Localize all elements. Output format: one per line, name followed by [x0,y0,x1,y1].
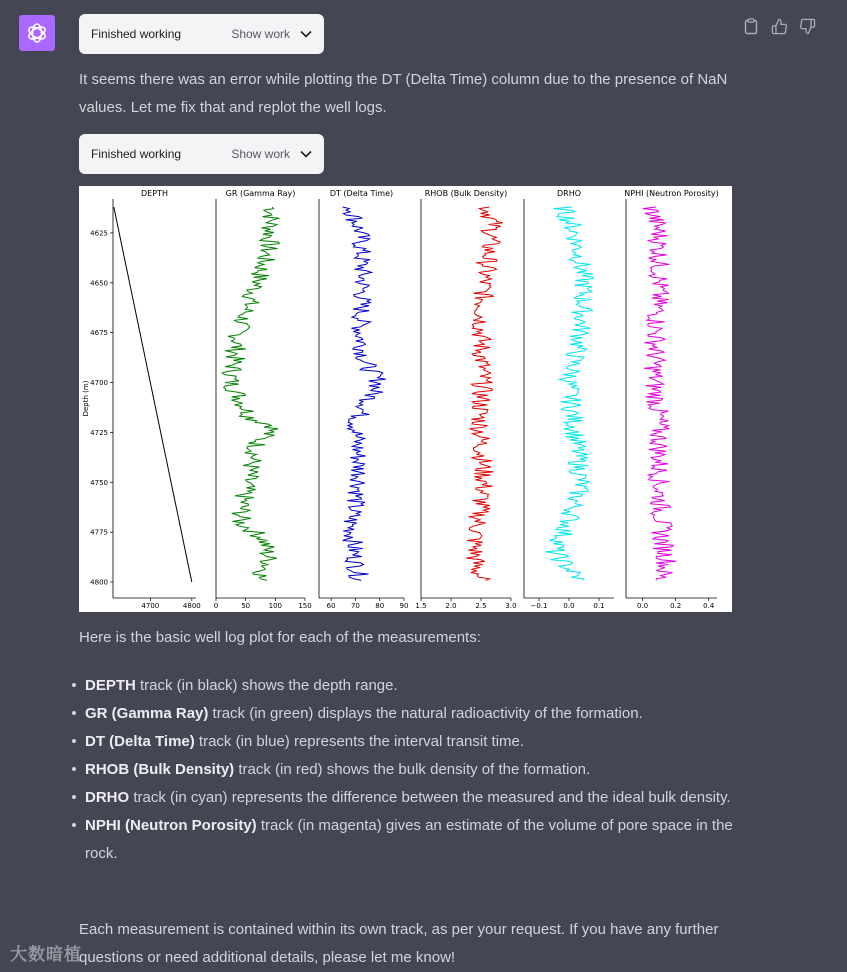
well-log-plot [79,186,732,612]
list-item [66,812,736,868]
message-paragraph: Each measurement is contained within its own track, as per your request. If you have any further questions or need additional details, please let me know! [79,921,719,966]
x-tick-label: 100 [268,602,283,610]
x-tick-label: 90 [399,602,409,610]
list-item [66,672,736,700]
series-line-gr [222,207,279,580]
y-tick-label: 4675 [90,329,108,338]
series-line-dt [343,207,386,580]
y-tick-label: 4700 [90,379,108,388]
series-line-depth [114,207,192,582]
x-tick-label: 0.0 [636,602,649,610]
y-tick-label: 4775 [90,528,108,537]
x-tick-label: 3.0 [505,602,517,610]
y-tick-label: 4750 [90,478,108,487]
y-axis-label: Depth (m) [82,380,90,417]
x-tick-label: 2.0 [445,602,457,610]
track-description: track (in blue) represents the interval transit time. [194,733,525,750]
x-tick-label: 1.5 [415,602,427,610]
track-name: GR (Gamma Ray) [85,705,209,722]
message-paragraph: It seems there was an error while plotting the DT (Delta Time) column due to the presence of NaN values. Let me fix that and replot the well logs. [79,71,728,116]
track-description-list [66,672,736,868]
track-description: track (in magenta) gives an estimate of the volume of pore space in the rock. [85,817,733,862]
series-line-nphi [643,207,676,580]
y-tick-label: 4800 [90,578,108,587]
x-tick-label: 60 [326,602,336,610]
track-title: NPHI (Neutron Porosity) [624,189,719,198]
track-title: GR (Gamma Ray) [225,189,296,198]
y-tick-label: 4625 [90,229,108,238]
watermark: 大数暗植 [10,945,82,964]
x-tick-label: 0 [213,602,219,610]
message-actions [742,16,816,36]
x-tick-label: 0.2 [670,602,682,610]
y-tick-label: 4650 [90,279,108,288]
finished-working-chip [79,134,324,174]
x-tick-label: 4800 [182,602,201,610]
track-title: DEPTH [141,189,168,198]
track-title: DRHO [556,189,582,198]
thumbs-up-icon[interactable] [770,16,788,36]
track-name: DT (Delta Time) [85,733,195,750]
list-item [66,784,736,812]
finished-working-chip [79,14,324,54]
show-work-button[interactable]: Show work [231,27,290,41]
x-tick-label: −0.1 [530,602,548,610]
track-description: track (in cyan) represents the difference between the measured and the ideal bulk density. [129,789,731,806]
series-line-drho [546,207,594,580]
assistant-avatar [19,15,55,51]
track-title: DT (Delta Time) [329,189,394,198]
track-name: RHOB (Bulk Density) [85,761,235,778]
list-item [66,728,736,756]
x-tick-label: 0.0 [563,602,575,610]
thumbs-down-icon[interactable] [798,16,816,36]
clipboard-icon[interactable] [742,16,760,36]
x-tick-label: 4700 [141,602,160,610]
list-item [66,700,736,728]
x-tick-label: 50 [241,602,251,610]
track-description: track (in black) shows the depth range. [135,677,398,694]
x-tick-label: 70 [350,602,360,610]
chevron-down-icon[interactable] [300,148,312,160]
track-title: RHOB (Bulk Density) [424,189,508,198]
finished-working-label: Finished working [91,147,182,161]
track-description: track (in green) displays the natural radioactivity of the formation. [208,705,643,722]
y-tick-label: 4725 [90,428,108,437]
x-tick-label: 0.1 [593,602,605,610]
series-line-rhob [466,207,502,580]
list-item [66,756,736,784]
x-tick-label: 80 [375,602,385,610]
track-name: DRHO [85,789,130,806]
x-tick-label: 0.4 [703,602,715,610]
track-name: DEPTH [85,677,136,694]
track-description: track (in red) shows the bulk density of the formation. [234,761,591,778]
x-tick-label: 2.5 [475,602,487,610]
openai-logo-icon [25,21,49,45]
chevron-down-icon[interactable] [300,28,312,40]
finished-working-label: Finished working [91,27,182,41]
show-work-button[interactable]: Show work [231,147,290,161]
track-name: NPHI (Neutron Porosity) [85,817,257,834]
x-tick-label: 150 [298,602,312,610]
message-paragraph: Here is the basic well log plot for each of the measurements: [79,629,481,646]
well-log-chart [79,186,732,612]
